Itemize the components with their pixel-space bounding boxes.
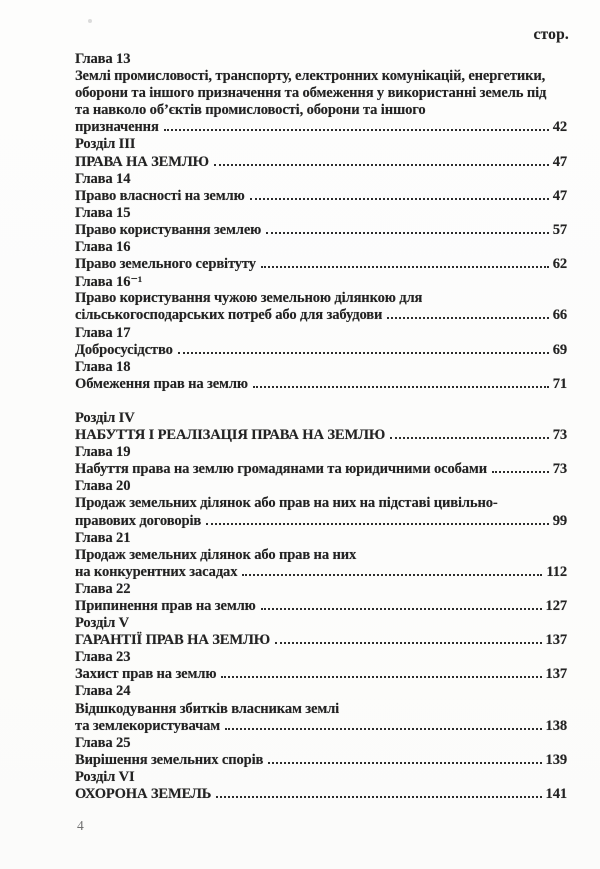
toc-entry-page-number: 66 xyxy=(552,307,567,324)
toc-entry-text: Глава 24 xyxy=(75,683,131,700)
page-header-label: стор. xyxy=(533,26,569,43)
toc-row-chapter-label xyxy=(75,359,567,376)
toc-entry-text: Продаж земельних ділянок або прав на них на підставі цивільно- xyxy=(75,495,498,512)
toc-row-section-title xyxy=(75,427,567,444)
dotted-leader xyxy=(225,728,541,730)
toc-entry-page-number: 71 xyxy=(552,375,567,392)
toc-entry-text: призначення xyxy=(75,119,159,136)
dotted-leader xyxy=(206,523,549,525)
toc-row-entry-title xyxy=(75,666,567,683)
toc-entry-page-number: 138 xyxy=(545,717,567,734)
toc-row-chapter-label xyxy=(75,735,567,752)
dotted-leader xyxy=(178,352,549,354)
toc-entry-text: Глава 16⁻¹ xyxy=(75,274,143,291)
toc-entry-text: Припинення прав на землю xyxy=(75,598,256,614)
toc-entry-text: Право користування землею xyxy=(75,221,262,238)
dotted-leader xyxy=(268,762,541,764)
toc-entry-text: Право власності на землю xyxy=(75,187,245,204)
toc-entry-page-number: 73 xyxy=(552,461,567,478)
toc-entry-text: правових договорів xyxy=(75,512,202,529)
toc-entry-text: на конкурентних засадах xyxy=(75,563,238,580)
toc-entry-text: Глава 22 xyxy=(75,580,131,597)
toc-row-section-label xyxy=(75,615,567,632)
toc-entry-text: Землі промисловості, транспорту, електронних комунікацій, енергетики, xyxy=(75,68,546,85)
dotted-leader xyxy=(261,608,542,610)
toc-entry-page-number: 47 xyxy=(552,153,567,170)
toc-row-section-label xyxy=(75,769,567,786)
toc-row-chapter-label xyxy=(75,444,567,461)
toc-entry-text: ГАРАНТІЇ ПРАВ НА ЗЕМЛЮ xyxy=(75,632,270,649)
toc-entry-text: Глава 19 xyxy=(75,444,131,461)
dotted-leader xyxy=(221,676,541,678)
toc-entry-text: Глава 13 xyxy=(75,51,131,67)
toc-row-chapter-label xyxy=(75,239,567,256)
toc-row-section-title xyxy=(75,786,567,803)
toc-entry-text: Право земельного сервітуту xyxy=(75,256,256,273)
toc-row-chapter-label xyxy=(75,205,567,222)
dotted-leader xyxy=(164,129,549,131)
toc-entry-text: Глава 15 xyxy=(75,204,131,221)
toc-row-entry-title xyxy=(75,85,567,102)
toc-row-entry-title xyxy=(75,307,567,324)
toc-row-entry-title xyxy=(75,513,567,530)
toc-row-entry-title xyxy=(75,495,567,512)
toc-entry-page-number: 99 xyxy=(552,512,567,529)
toc-entry-page-number: 69 xyxy=(552,341,567,358)
dotted-leader xyxy=(387,317,548,319)
toc-entry-text: ПРАВА НА ЗЕМЛЮ xyxy=(75,153,209,170)
toc-entry-text: оборони та іншого призначення та обмеження у використанні земель під xyxy=(75,85,547,102)
toc-row-entry-title xyxy=(75,222,567,239)
toc-entry-text: Глава 25 xyxy=(75,734,131,751)
toc-row-section-label xyxy=(75,410,567,427)
dotted-leader xyxy=(390,437,549,439)
toc-entry-text: Глава 21 xyxy=(75,529,131,546)
toc-row-chapter-label xyxy=(75,171,567,188)
toc-entry-text: Вирішення земельних спорів xyxy=(75,751,264,768)
toc-entry-text: сільськогосподарських потреб або для забудови xyxy=(75,307,383,324)
dotted-leader xyxy=(253,386,549,388)
dotted-leader xyxy=(261,266,549,268)
toc-row-section-title xyxy=(75,632,567,649)
toc-entry-text: Глава 23 xyxy=(75,649,131,666)
toc-row-chapter-label xyxy=(75,478,567,495)
toc-entry-text: НАБУТТЯ І РЕАЛІЗАЦІЯ ПРАВА НА ЗЕМЛЮ xyxy=(75,427,386,444)
toc-row-chapter-label xyxy=(75,581,567,598)
toc-entry-text: Відшкодування збитків власникам землі xyxy=(75,700,340,717)
toc-row-chapter-label xyxy=(75,273,567,290)
toc-spacer xyxy=(75,393,567,410)
toc-row-entry-title xyxy=(75,701,567,718)
toc-entry-text: ОХОРОНА ЗЕМЕЛЬ xyxy=(75,786,212,803)
toc-row-chapter-label xyxy=(75,683,567,700)
page-number: 4 xyxy=(77,818,84,833)
toc-entry-page-number: 42 xyxy=(552,119,567,136)
toc-row-entry-title xyxy=(75,564,567,581)
dotted-leader xyxy=(216,796,541,798)
toc-entry-text: Глава 14 xyxy=(75,170,131,187)
toc-entry-text: та навколо об’єктів промисловості, оборони та іншого xyxy=(75,102,426,119)
toc-row-entry-title xyxy=(75,461,567,478)
toc-entry-page-number: 141 xyxy=(545,786,567,803)
toc-entry-page-number: 112 xyxy=(546,563,567,580)
toc-entry-page-number: 127 xyxy=(545,598,567,614)
toc-entry-page-number: 62 xyxy=(552,256,567,273)
dotted-leader xyxy=(275,642,542,644)
toc-entry-text: Право користування чужою земельною ділянкою для xyxy=(75,290,423,307)
toc-entry-text: Продаж земельних ділянок або прав на них xyxy=(75,546,357,563)
toc-row-chapter-label xyxy=(75,530,567,547)
toc-row-section-title xyxy=(75,154,567,171)
toc-row-entry-title xyxy=(75,256,567,273)
dotted-leader xyxy=(242,574,542,576)
toc-row-entry-title xyxy=(75,342,567,359)
toc-entry-text: Глава 20 xyxy=(75,478,131,495)
toc-row-entry-title xyxy=(75,68,567,85)
toc-row-entry-title xyxy=(75,119,567,136)
toc-row-chapter-label xyxy=(75,51,567,68)
toc-row-entry-title xyxy=(75,598,567,615)
dotted-leader xyxy=(214,164,549,166)
toc-entry-text: Глава 16 xyxy=(75,239,131,256)
toc-entry-page-number: 137 xyxy=(545,632,567,649)
toc-entry-text: Розділ IV xyxy=(75,409,135,426)
toc-row-entry-title xyxy=(75,102,567,119)
toc-entry-text: Розділ VI xyxy=(75,768,135,785)
toc-entry-text: Глава 17 xyxy=(75,324,131,341)
toc-row-entry-title xyxy=(75,752,567,769)
toc-entry-page-number: 57 xyxy=(552,221,567,238)
toc-row-chapter-label xyxy=(75,325,567,342)
toc-entry-page-number: 47 xyxy=(552,187,567,204)
toc-entry-text: Захист прав на землю xyxy=(75,666,217,683)
dotted-leader xyxy=(266,232,549,234)
toc-row-entry-title xyxy=(75,188,567,205)
dotted-leader xyxy=(250,198,549,200)
toc-row-entry-title xyxy=(75,547,567,564)
toc-entry-text: Розділ III xyxy=(75,136,136,153)
toc-row-entry-title xyxy=(75,376,567,393)
toc-entry-text: та землекористувачам xyxy=(75,717,221,734)
toc-row-entry-title xyxy=(75,290,567,307)
toc-entry-text: Глава 18 xyxy=(75,358,131,375)
toc-entry-text: Набуття права на землю громадянами та юридичними особами xyxy=(75,461,487,478)
toc-entry-text: Обмеження прав на землю xyxy=(75,375,248,392)
toc-entry-page-number: 73 xyxy=(552,427,567,444)
toc-entry-text: Добросусідство xyxy=(75,341,173,358)
table-of-contents xyxy=(75,51,567,803)
toc-row-chapter-label xyxy=(75,649,567,666)
dotted-leader xyxy=(492,471,549,473)
toc-entry-page-number: 139 xyxy=(545,751,567,768)
toc-entry-page-number: 137 xyxy=(545,666,567,683)
toc-row-section-label xyxy=(75,136,567,153)
toc-entry-text: Розділ V xyxy=(75,615,130,632)
toc-row-entry-title xyxy=(75,718,567,735)
